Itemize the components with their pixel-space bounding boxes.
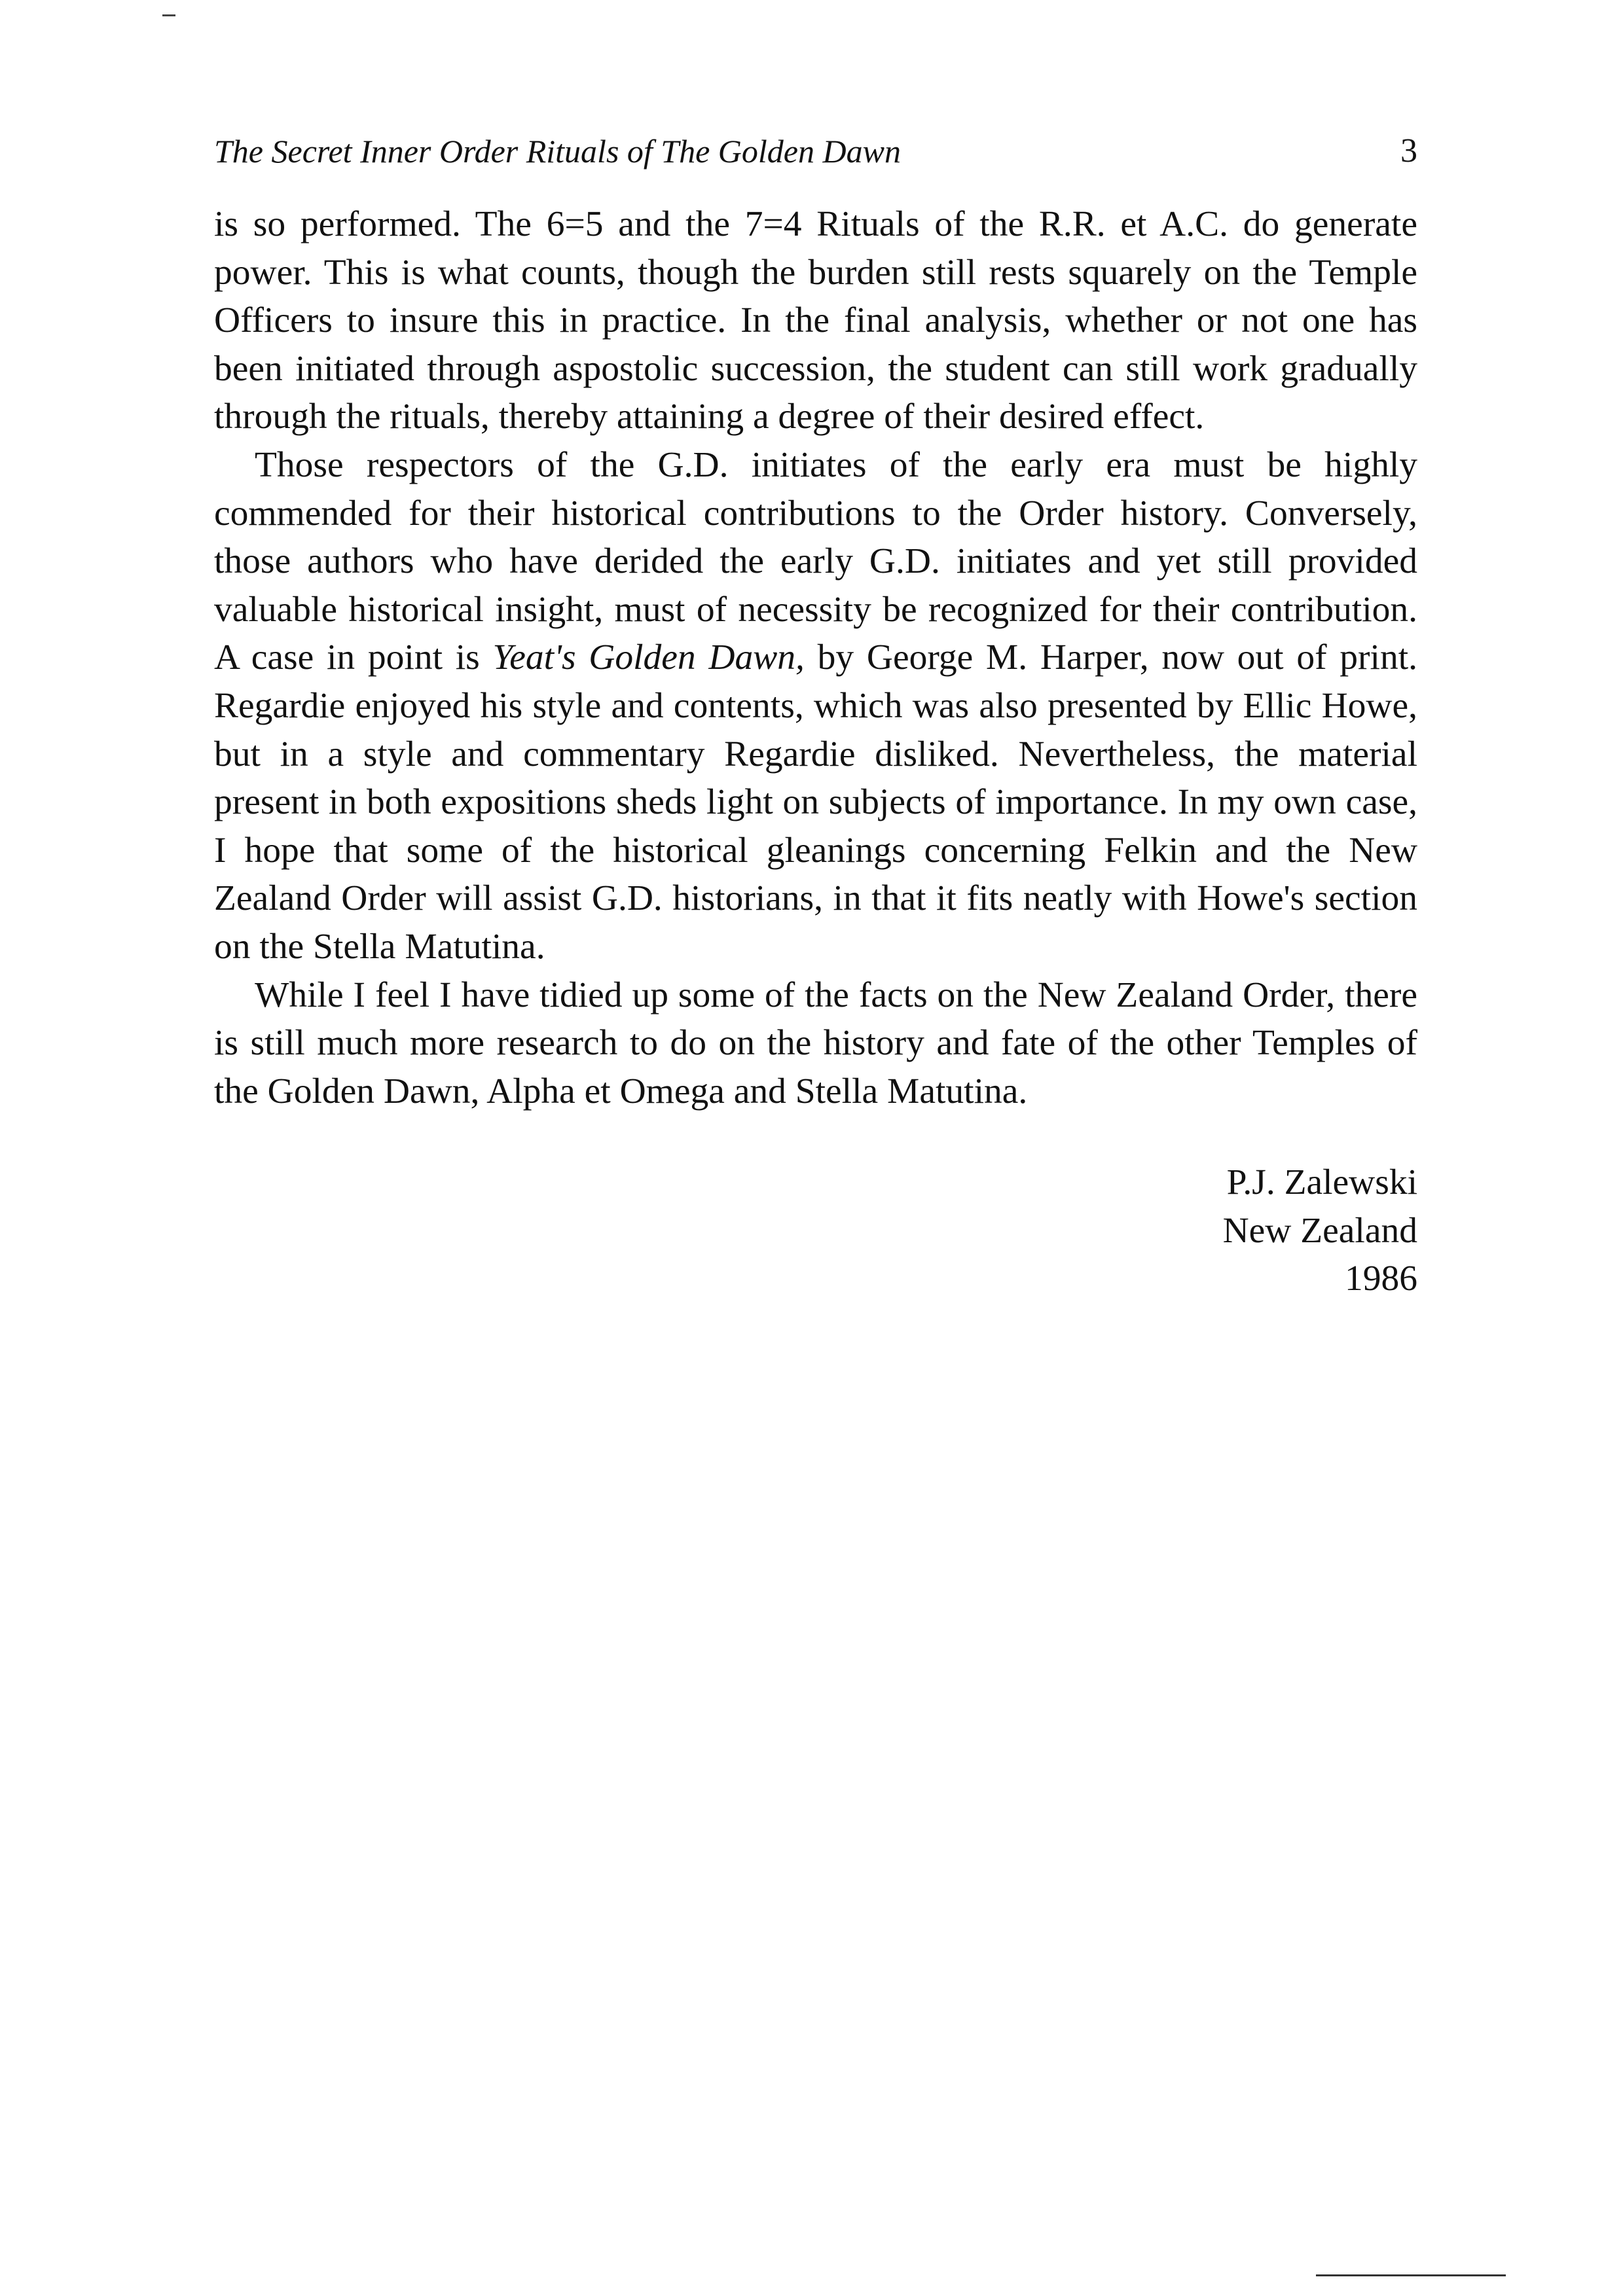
paragraph-2-text-a: Those respectors of the G.D. initiates of the early era must be highly commended for their historical contributions to the Order history. Conversely, those authors who have derided the early G.D. initiates and yet still provided valuable historical insight, must of necessity be recognized for their contribution. A case in point is [214, 444, 1417, 678]
page-number: 3 [1400, 132, 1417, 170]
scan-corner-mark [162, 14, 175, 16]
signature-block [982, 1158, 1417, 1303]
running-title: The Secret Inner Order Rituals of The Golden Dawn [214, 133, 901, 170]
running-header [214, 128, 1417, 174]
author-name: P.J. Zalewski [1226, 1162, 1417, 1202]
paragraph-1: is so performed. The 6=5 and the 7=4 Rituals of the R.R. et A.C. do generate power. This is what counts, though the burden still rests squarely on the Temple Officers to insure this in practice. In the final analysis, whether or not one has been initiated through aspostolic succession, the student can still work gradually through the rituals, thereby attaining a degree of their desired effect. [214, 204, 1417, 437]
paragraph-2 [214, 441, 1417, 971]
footer-rule [1316, 2274, 1506, 2276]
paragraph-3: While I feel I have tidied up some of the facts on the New Zealand Order, there is still much more research to do on the history and fate of the other Temples of the Golden Dawn, Alpha et Omega and Stella Matutina. [214, 975, 1417, 1111]
author-place: New Zealand [1222, 1210, 1417, 1251]
body-text [214, 200, 1417, 1115]
author-year: 1986 [1345, 1259, 1417, 1299]
book-title-italic: Yeat's Golden Dawn, [492, 637, 805, 678]
paragraph-2-text-b: by George M. Harper, now out of print. Regardie enjoyed his style and contents, which was also presented by Ellic Howe, but in a style and commentary Regardie disliked. Nevertheless, the material present in both expositions sheds light on subjects of importance. In my own case, I hope that some of the historical gleanings concerning Felkin and the New Zealand Order will assist G.D. historians, in that it fits neatly with Howe's section on the Stella Matutina. [214, 637, 1417, 967]
